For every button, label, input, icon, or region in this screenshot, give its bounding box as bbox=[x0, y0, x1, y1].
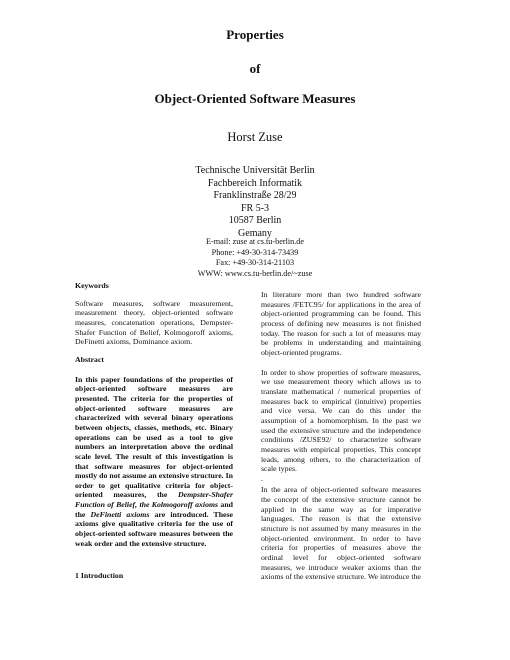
keywords-heading: Keywords bbox=[75, 281, 109, 290]
right-paragraph-3: In the area of object-oriented software measures the concept of the extensive structure cannot be applied in the same way as for imperative languages. The reason is that the extensive structure is not assumed by many measures in the object-oriented environment. In order to have criteria for properties of measures above the ordinal level for object-oriented software measures, we introduce weaker axioms than the axioms of the extensive structure. We introduce the bbox=[261, 485, 421, 582]
abstract-heading: Abstract bbox=[75, 354, 105, 364]
contact-www: WWW: www.cs.tu-berlin.de/~zuse bbox=[197, 268, 313, 278]
affiliation-line: Technische Universität Berlin bbox=[195, 165, 315, 176]
paragraph-dot: . bbox=[261, 473, 263, 483]
affiliation-line: Gemany bbox=[238, 227, 272, 239]
title-line-1: Properties bbox=[226, 27, 284, 42]
title-line-2: of bbox=[249, 61, 261, 76]
abstract-text: In this paper foundations of the properties of object-oriented software measures are presented. The criteria for the properties of object-oriented software measures are characterized with several binary operations between objects, classes, methods, etc. Binary operations can be used as a tool to give numbers an interpretation above the ordinal scale level. The result of this investigation is that software measures for object-oriented mostly do not assume an extensive structure. In order to get qualitative criteria for object-oriented measures, the Dempster-Shafer Function of Belief, the Kolmogoroff axioms and the DeFinetti axioms are introduced. These axioms give qualitative criteria for the use of object-oriented software measures between the weak order and the extensive structure. bbox=[75, 374, 234, 548]
title-line-3: Object-Oriented Software Measures bbox=[154, 91, 356, 106]
affiliation-line: Franklinstraße 28/29 bbox=[213, 190, 297, 201]
affiliation-line: Fachbereich Informatik bbox=[207, 177, 303, 189]
keywords-text: Software measures, software measurement, measurement theory, object-oriented software measures, concatenation operations, Dempster-Shafer Function of Belief, Kolmogoroff axioms, DeFinetti axioms, Dominance axiom. bbox=[75, 298, 233, 347]
left-column bbox=[75, 281, 233, 581]
author-name: Horst Zuse bbox=[227, 130, 283, 144]
contact-email: E-mail: zuse at cs.tu-berlin.de bbox=[206, 237, 304, 246]
right-paragraph-2: In order to show properties of software measures, we use measurement theory which allows us to translate mathematical / numerical properties of measures back to empirical (intuitive) properties and vice versa. We can do this under the assumption of a homomorphism. In the past we used the extensive structure and the independence conditions /ZUSE92/ to characterize software measures with empirical properties. This concept leads, among others, to the characterization of scale types. bbox=[261, 367, 421, 474]
contact-fax: Fax: +49-30-314-21103 bbox=[215, 258, 295, 268]
affiliation-line: FR 5-3 bbox=[240, 202, 270, 214]
introduction-heading: 1 Introduction bbox=[75, 571, 124, 581]
right-paragraph-1: In literature more than two hundred software measures /FETC95/ for applications in the area of object-oriented programming can be found. This process of defining new measures is not finished today. The reason for such a lot of measures may be problems in understanding and maintaining object-oriented programs. bbox=[261, 290, 421, 357]
right-column bbox=[261, 290, 421, 582]
contact-phone: Phone: +49-30-314-73439 bbox=[211, 247, 299, 257]
affiliation-line: 10587 Berlin bbox=[228, 215, 282, 226]
